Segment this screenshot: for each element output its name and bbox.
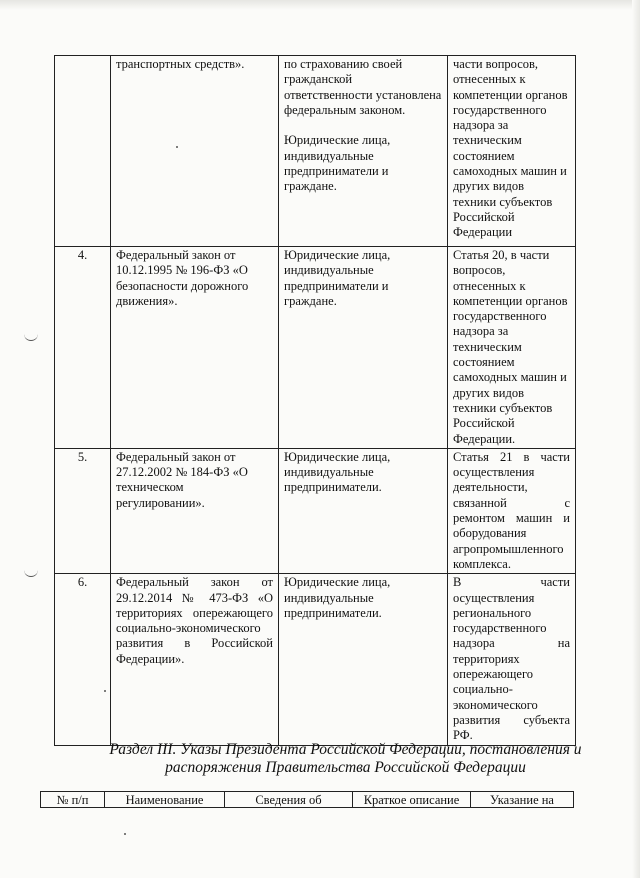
table-row [55, 574, 576, 745]
row-number [55, 56, 111, 247]
act-name-cell: Федеральный закон от 27.12.2002 № 184-ФЗ «О техническом регулировании». [111, 448, 279, 573]
column-header: № п/п [41, 792, 105, 808]
subjects-cell: Юридические лица, индивидуальные предприниматели. [279, 448, 448, 573]
next-table-header [40, 791, 574, 808]
column-header: Указание на [471, 792, 574, 808]
scan-speck [176, 146, 178, 148]
act-name-cell: Федеральный закон от 10.12.1995 № 196-ФЗ «О безопасности дорожного движения». [111, 247, 279, 449]
subjects-cell: по страхованию своей гражданской ответственности установлена федеральным законом. Юридические лица, индивидуальные предприниматели и граждане. [279, 56, 448, 247]
row-number: 4. [55, 247, 111, 449]
subjects-cell: Юридические лица, индивидуальные предприниматели. [279, 574, 448, 745]
binding-hole-mark [24, 568, 38, 577]
subjects-cell: Юридические лица, индивидуальные предприниматели и граждане. [279, 247, 448, 449]
column-header: Наименование [105, 792, 225, 808]
page-edge-shadow [0, 0, 640, 10]
act-name-cell: транспортных средств». [111, 56, 279, 247]
parts-cell: Статья 21 в части осуществления деятельности, связанной с ремонтом машин и оборудования агропромышленного комплекса. [448, 448, 576, 573]
act-name-cell: Федеральный закон от 29.12.2014 № 473-ФЗ «О территориях опережающего социально-экономического развития в Российской Федерации». [111, 574, 279, 745]
table-row [55, 247, 576, 449]
table-header-row [41, 792, 574, 808]
scan-speck [104, 690, 106, 692]
section-heading [54, 741, 637, 777]
legal-acts-table [54, 55, 576, 746]
table-row [55, 56, 576, 247]
row-number: 5. [55, 448, 111, 573]
table-row [55, 448, 576, 573]
parts-cell: В части осуществления регионального государственного надзора на территориях опережающего социально-экономического развития субъекта РФ. [448, 574, 576, 745]
section-heading-line: распоряжения Правительства Российской Федерации [165, 759, 526, 776]
parts-cell: Статья 20, в части вопросов, отнесенных к компетенции органов государственного надзора за техническим состоянием самоходных машин и других видов техники субъектов Российской Федерации. [448, 247, 576, 449]
binding-hole-mark [24, 332, 38, 341]
column-header: Сведения об [225, 792, 353, 808]
row-number: 6. [55, 574, 111, 745]
parts-cell: части вопросов, отнесенных к компетенции органов государственного надзора за техническим состоянием самоходных машин и других видов техники субъектов Российской Федерации [448, 56, 576, 247]
section-heading-line: Раздел III. Указы Президента Российской Федерации, постановления и [109, 741, 582, 758]
scan-speck [124, 833, 126, 835]
column-header: Краткое описание [353, 792, 471, 808]
